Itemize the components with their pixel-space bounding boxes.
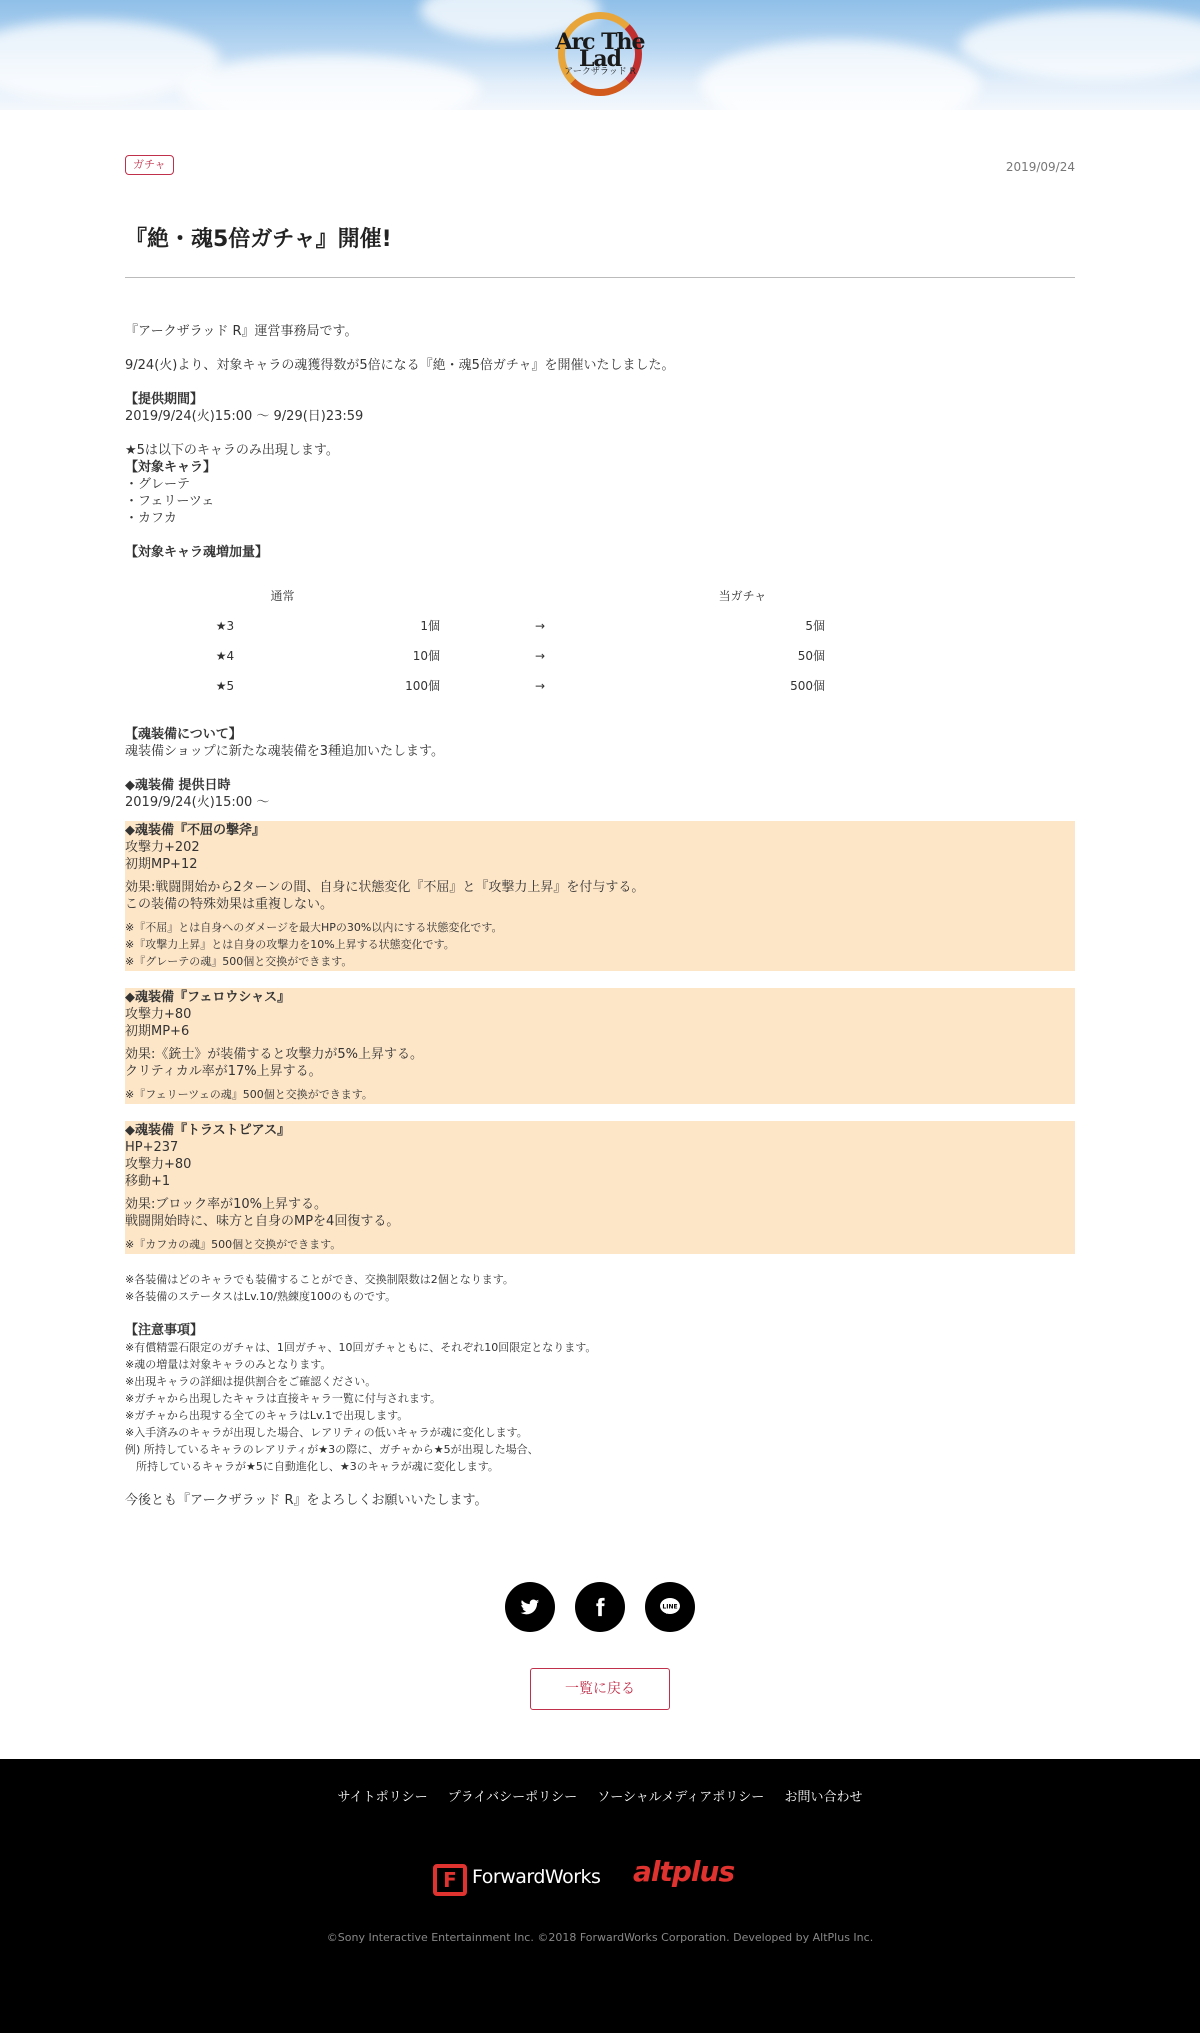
- footer-nav: [0, 1789, 1200, 1806]
- gacha-cell: 5個: [805, 618, 825, 633]
- equip-name: ◆魂装備『フェロウシャス』: [125, 990, 291, 1005]
- caution-item: ※有償精霊石限定のガチャは、1回ガチャ、10回ガチャともに、それぞれ10回限定となります。: [125, 1341, 597, 1354]
- game-logo[interactable]: [548, 6, 652, 104]
- arrow-cell: →: [534, 618, 546, 633]
- twitter-share-button[interactable]: [505, 1582, 555, 1632]
- back-to-list-button[interactable]: 一覧に戻る: [530, 1668, 670, 1710]
- header-banner: [0, 0, 1200, 110]
- forwardworks-logo[interactable]: ForwardWorks: [472, 1866, 601, 1888]
- equip-note: ※『グレーテの魂』500個と交換ができます。: [125, 955, 353, 968]
- equip-stat: 初期MP+12: [125, 857, 198, 872]
- equip-box: [125, 821, 1075, 971]
- equip-effect: 戦闘開始時に、味方と自身のMPを4回復する。: [125, 1214, 400, 1229]
- caution-item: ※ガチャから出現する全てのキャラはLv.1で出現します。: [125, 1409, 409, 1422]
- period-heading: 【提供期間】: [125, 392, 204, 407]
- article-date: 2019/09/24: [1005, 160, 1075, 174]
- logo-title: Arc The Lad: [555, 29, 645, 72]
- target-item: ・フェリーツェ: [125, 494, 215, 509]
- equip-intro: 魂装備ショップに新たな魂装備を3種追加いたします。: [125, 744, 444, 759]
- equip-effect: 効果:ブロック率が10%上昇する。: [125, 1197, 328, 1212]
- share-buttons: [505, 1582, 695, 1632]
- equip-stat: 攻撃力+80: [125, 1157, 192, 1172]
- arrow-cell: →: [534, 648, 546, 663]
- facebook-share-button[interactable]: [575, 1582, 625, 1632]
- equip-date: 2019/9/24(火)15:00 〜: [125, 795, 270, 810]
- equip-heading: 【魂装備について】: [125, 727, 242, 742]
- caution-item: 所持しているキャラが★5に自動進化し、★3のキャラが魂に変化します。: [125, 1460, 499, 1473]
- equip-stat: HP+237: [125, 1140, 179, 1155]
- caution-item: ※出現キャラの詳細は提供割合をご確認ください。: [125, 1375, 377, 1388]
- arrow-cell: →: [534, 678, 546, 693]
- footer-link-social-media-policy[interactable]: ソーシャルメディアポリシー: [597, 1790, 765, 1805]
- equip-general-note: ※各装備のステータスはLv.10/熟練度100のものです。: [125, 1290, 397, 1303]
- equip-effect: 効果:《銃士》が装備すると攻撃力が5%上昇する。: [125, 1047, 424, 1062]
- normal-cell: 100個: [405, 678, 440, 693]
- article-title: 『絶・魂5倍ガチャ』開催!: [125, 227, 392, 252]
- svg-text:LINE: LINE: [662, 1603, 678, 1611]
- rarity-cell: ★3: [215, 618, 235, 633]
- cloud: [960, 10, 1200, 80]
- line-icon: [658, 1595, 682, 1619]
- equip-stat: 攻撃力+80: [125, 1007, 192, 1022]
- table-row: [125, 671, 825, 701]
- brand-logos: [0, 1855, 1200, 1899]
- altplus-logo[interactable]: altplus: [633, 1855, 735, 1888]
- facebook-icon: [589, 1596, 611, 1618]
- category-tag: ガチャ: [125, 155, 174, 175]
- target-heading: 【対象キャラ】: [125, 460, 217, 475]
- gacha-cell: 50個: [797, 648, 825, 663]
- equip-name: ◆魂装備『トラストピアス』: [125, 1123, 291, 1138]
- equip-name: ◆魂装備『不屈の撃斧』: [125, 823, 265, 838]
- gacha-cell: 500個: [790, 678, 825, 693]
- equip-date-heading: ◆魂装備 提供日時: [125, 778, 231, 793]
- copyright: ©Sony Interactive Entertainment Inc. ©2018 ForwardWorks Corporation. Developed by AltPlus Inc.: [326, 1931, 874, 1944]
- caution-item: ※入手済みのキャラが出現した場合、レアリティの低いキャラが魂に変化します。: [125, 1426, 528, 1439]
- equip-stat: 攻撃力+202: [125, 840, 200, 855]
- equip-effect: 効果:戦闘開始から2ターンの間、自身に状態変化『不屈』と『攻撃力上昇』を付与する。: [125, 880, 645, 895]
- line-share-button[interactable]: [645, 1582, 695, 1632]
- soul-heading: 【対象キャラ魂増加量】: [125, 545, 269, 560]
- table-row: [125, 641, 825, 671]
- intro-text: 『アークザラッド R』運営事務局です。: [125, 324, 358, 339]
- equip-effect: クリティカル率が17%上昇する。: [125, 1064, 322, 1079]
- title-divider: [125, 277, 1075, 278]
- star5-note: ★5は以下のキャラのみ出現します。: [125, 443, 339, 458]
- closing-text: 今後とも『アークザラッド R』をよろしくお願いいたします。: [125, 1493, 488, 1508]
- period-text: 2019/9/24(火)15:00 〜 9/29(日)23:59: [125, 409, 364, 424]
- forwardworks-logo-icon: F: [433, 1864, 467, 1896]
- caution-item: ※ガチャから出現したキャラは直接キャラ一覧に付与されます。: [125, 1392, 442, 1405]
- equip-box: [125, 988, 1075, 1104]
- article: [125, 155, 1075, 1509]
- intro-text: 9/24(火)より、対象キャラの魂獲得数が5倍になる『絶・魂5倍ガチャ』を開催いたしました。: [125, 358, 675, 373]
- rarity-cell: ★5: [215, 678, 235, 693]
- soul-increase-table: [125, 581, 825, 701]
- equip-note: ※『フェリーツェの魂』500個と交換ができます。: [125, 1088, 373, 1101]
- normal-cell: 10個: [412, 648, 440, 663]
- target-item: ・グレーテ: [125, 477, 191, 492]
- rarity-cell: ★4: [215, 648, 235, 663]
- equip-general-note: ※各装備はどのキャラでも装備することができ、交換制限数は2個となります。: [125, 1273, 514, 1286]
- equip-stat: 移動+1: [125, 1174, 171, 1189]
- equip-note: ※『カフカの魂』500個と交換ができます。: [125, 1238, 342, 1251]
- cloud: [180, 55, 480, 110]
- cloud: [700, 40, 980, 110]
- footer-link-contact[interactable]: お問い合わせ: [784, 1790, 863, 1805]
- table-header-gacha: 当ガチャ: [718, 588, 767, 603]
- equip-effect: この装備の特殊効果は重複しない。: [125, 897, 334, 912]
- equip-stat: 初期MP+6: [125, 1024, 190, 1039]
- equip-note: ※『攻撃力上昇』とは自身の攻撃力を10%上昇する状態変化です。: [125, 938, 455, 951]
- footer-link-privacy-policy[interactable]: プライバシーポリシー: [447, 1790, 578, 1805]
- caution-heading: 【注意事項】: [125, 1323, 204, 1338]
- equip-note: ※『不屈』とは自身へのダメージを最大HPの30%以内にする状態変化です。: [125, 921, 503, 934]
- footer-link-site-policy[interactable]: サイトポリシー: [337, 1790, 428, 1805]
- table-header-normal: 通常: [270, 588, 295, 603]
- caution-item: 例) 所持しているキャラのレアリティが★3の際に、ガチャから★5が出現した場合、: [125, 1443, 539, 1456]
- normal-cell: 1個: [420, 618, 440, 633]
- twitter-icon: [519, 1596, 541, 1618]
- target-item: ・カフカ: [125, 511, 177, 526]
- article-body: [125, 323, 1075, 1509]
- caution-item: ※魂の増量は対象キャラのみとなります。: [125, 1358, 332, 1371]
- table-row: [125, 611, 825, 641]
- logo-subtitle: アークザラッド R: [564, 67, 636, 77]
- footer: [0, 1759, 1200, 2033]
- equip-box: [125, 1121, 1075, 1254]
